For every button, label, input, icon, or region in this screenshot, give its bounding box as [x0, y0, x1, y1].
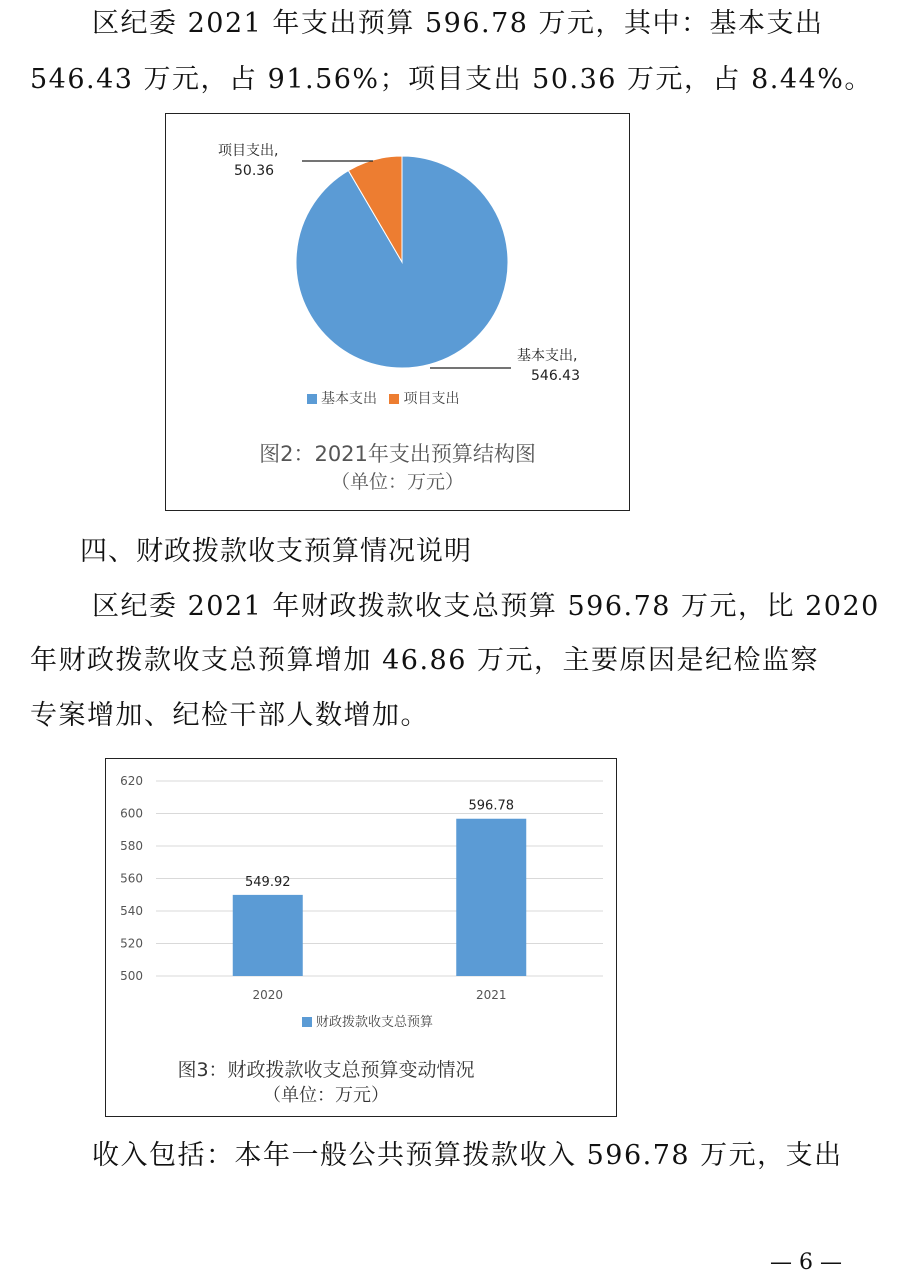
section-heading: 四、财政拨款收支预算情况说明 — [80, 536, 472, 567]
pie-legend — [307, 388, 459, 408]
y-tick-label: 580 — [120, 839, 143, 853]
legend-label-basic: 基本支出 — [321, 391, 377, 407]
pie-data-label-basic — [517, 346, 580, 386]
pie-data-label-value: 546.43 — [531, 368, 580, 384]
figure-2-caption-title: 图2：2021年支出预算结构图 — [259, 442, 536, 466]
pie-data-label-name: 基本支出, — [517, 348, 578, 364]
legend-label-series: 财政拨款收支总预算 — [316, 1015, 434, 1030]
bar-data-label: 596.78 — [468, 798, 514, 814]
figure-2-pie-chart — [165, 113, 630, 511]
paragraph-line: 区纪委 2021 年支出预算 596.78 万元，其中：基本支出 — [92, 8, 824, 39]
legend-swatch-basic — [307, 394, 317, 404]
bar-legend — [302, 1011, 433, 1030]
figure-2-caption — [166, 440, 629, 496]
paragraph-line: 546.43 万元，占 91.56%；项目支出 50.36 万元，占 8.44%。 — [30, 64, 873, 95]
pie-data-label-name: 项目支出, — [218, 143, 279, 159]
y-tick-label: 560 — [120, 871, 143, 886]
figure-3-caption-unit: （单位：万元） — [263, 1085, 389, 1106]
legend-swatch-series — [302, 1017, 312, 1027]
pie-data-label-value: 50.36 — [234, 163, 275, 179]
y-tick-label: 620 — [120, 774, 143, 788]
paragraph-line: 区纪委 2021 年财政拨款收支总预算 596.78 万元，比 2020 — [92, 591, 880, 622]
y-tick-label: 600 — [120, 806, 143, 821]
page-number: — 6 — — [770, 1250, 842, 1275]
paragraph-line: 收入包括：本年一般公共预算拨款收入 596.78 万元，支出 — [92, 1140, 843, 1171]
paragraph-line: 专案增加、纪检干部人数增加。 — [30, 700, 429, 731]
bar-chart-svg — [106, 759, 616, 1039]
y-tick-label: 540 — [120, 904, 143, 918]
figure-2-caption-unit: （单位：万元） — [330, 471, 464, 493]
bar-2020 — [233, 895, 303, 976]
figure-3-bar-chart — [105, 758, 617, 1117]
pie-data-label-project — [218, 141, 278, 181]
x-category-label: 2020 — [252, 988, 284, 1002]
paragraph-line: 年财政拨款收支总预算增加 46.86 万元，主要原因是纪检监察 — [30, 645, 819, 676]
legend-label-project: 项目支出 — [403, 391, 460, 407]
bar-2021 — [456, 819, 526, 976]
legend-swatch-project — [389, 394, 399, 404]
figure-3-caption — [106, 1057, 546, 1109]
x-category-label: 2021 — [475, 988, 507, 1002]
bar-data-label: 549.92 — [245, 874, 291, 890]
figure-3-caption-title: 图3：财政拨款收支总预算变动情况 — [177, 1059, 475, 1081]
y-tick-label: 500 — [120, 969, 143, 983]
y-tick-label: 520 — [120, 936, 143, 951]
